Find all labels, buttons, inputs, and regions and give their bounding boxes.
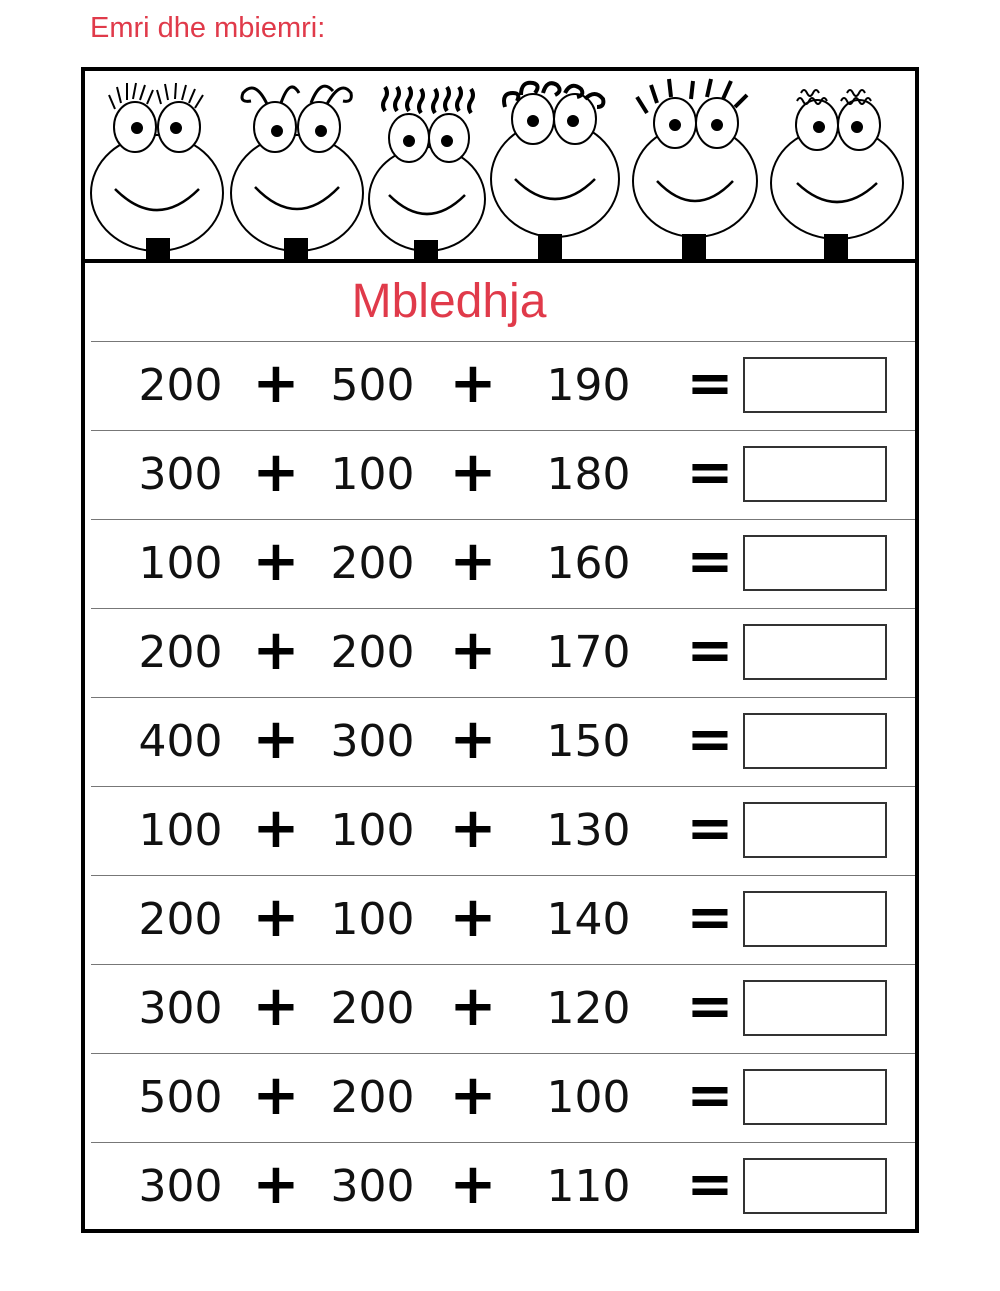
worksheet (81, 67, 919, 1233)
problem-row (91, 876, 915, 965)
addend-3: 190 (546, 360, 631, 411)
answer-box[interactable] (743, 802, 887, 858)
addend-1: 500 (138, 1072, 223, 1123)
addend-3: 150 (546, 716, 631, 767)
problem-row (91, 342, 915, 431)
faces-svg (85, 71, 915, 259)
plus-sign: + (252, 440, 300, 505)
addend-3: 100 (546, 1072, 631, 1123)
addend-2: 500 (330, 360, 415, 411)
plus-sign: + (252, 796, 300, 861)
addend-3: 110 (546, 1161, 631, 1212)
answer-box[interactable] (743, 980, 887, 1036)
problem-row (91, 609, 915, 698)
addend-2: 300 (330, 1161, 415, 1212)
face-6 (771, 90, 903, 259)
plus-sign: + (252, 1152, 300, 1217)
answer-box[interactable] (743, 446, 887, 502)
addend-1: 400 (138, 716, 223, 767)
answer-box[interactable] (743, 1158, 887, 1214)
answer-box[interactable] (743, 713, 887, 769)
plus-sign: + (449, 796, 497, 861)
face-1 (91, 83, 223, 259)
problem-list (91, 342, 915, 1231)
addend-1: 200 (138, 627, 223, 678)
equals-sign: = (686, 707, 734, 772)
equals-sign: = (686, 1152, 734, 1217)
addend-1: 300 (138, 449, 223, 500)
plus-sign: + (252, 351, 300, 416)
plus-sign: + (449, 351, 497, 416)
equals-sign: = (686, 529, 734, 594)
plus-sign: + (449, 618, 497, 683)
problem-row (91, 520, 915, 609)
answer-box[interactable] (743, 624, 887, 680)
addend-1: 100 (138, 538, 223, 589)
addend-2: 200 (330, 1072, 415, 1123)
equals-sign: = (686, 351, 734, 416)
answer-box[interactable] (743, 357, 887, 413)
equals-sign: = (686, 618, 734, 683)
face-3 (369, 87, 485, 259)
name-label: Emri dhe mbiemri: (90, 12, 326, 44)
addend-3: 120 (546, 983, 631, 1034)
cartoon-faces-illustration (85, 71, 915, 263)
addend-3: 140 (546, 894, 631, 945)
equals-sign: = (686, 440, 734, 505)
plus-sign: + (449, 440, 497, 505)
answer-box[interactable] (743, 891, 887, 947)
problem-row (91, 431, 915, 520)
addend-3: 180 (546, 449, 631, 500)
answer-box[interactable] (743, 535, 887, 591)
plus-sign: + (252, 1063, 300, 1128)
plus-sign: + (252, 885, 300, 950)
addend-2: 100 (330, 894, 415, 945)
problem-row (91, 698, 915, 787)
addend-1: 300 (138, 983, 223, 1034)
plus-sign: + (449, 885, 497, 950)
addend-1: 200 (138, 894, 223, 945)
addend-3: 130 (546, 805, 631, 856)
addend-3: 160 (546, 538, 631, 589)
problem-row (91, 1054, 915, 1143)
face-2 (231, 86, 363, 259)
addend-2: 300 (330, 716, 415, 767)
addend-1: 300 (138, 1161, 223, 1212)
title-row (91, 263, 915, 342)
page-title: Mbledhja (351, 275, 547, 328)
plus-sign: + (449, 529, 497, 594)
addend-1: 100 (138, 805, 223, 856)
equals-sign: = (686, 885, 734, 950)
plus-sign: + (449, 974, 497, 1039)
addend-2: 100 (330, 805, 415, 856)
plus-sign: + (252, 529, 300, 594)
plus-sign: + (252, 707, 300, 772)
addend-2: 100 (330, 449, 415, 500)
problem-row (91, 1143, 915, 1231)
problem-row (91, 787, 915, 876)
plus-sign: + (252, 618, 300, 683)
addend-2: 200 (330, 627, 415, 678)
addend-2: 200 (330, 538, 415, 589)
addend-1: 200 (138, 360, 223, 411)
face-5 (633, 79, 757, 259)
problem-row (91, 965, 915, 1054)
equals-sign: = (686, 974, 734, 1039)
plus-sign: + (252, 974, 300, 1039)
equals-sign: = (686, 1063, 734, 1128)
plus-sign: + (449, 1152, 497, 1217)
addend-3: 170 (546, 627, 631, 678)
answer-box[interactable] (743, 1069, 887, 1125)
plus-sign: + (449, 707, 497, 772)
addend-2: 200 (330, 983, 415, 1034)
plus-sign: + (449, 1063, 497, 1128)
face-4 (491, 83, 619, 259)
equals-sign: = (686, 796, 734, 861)
